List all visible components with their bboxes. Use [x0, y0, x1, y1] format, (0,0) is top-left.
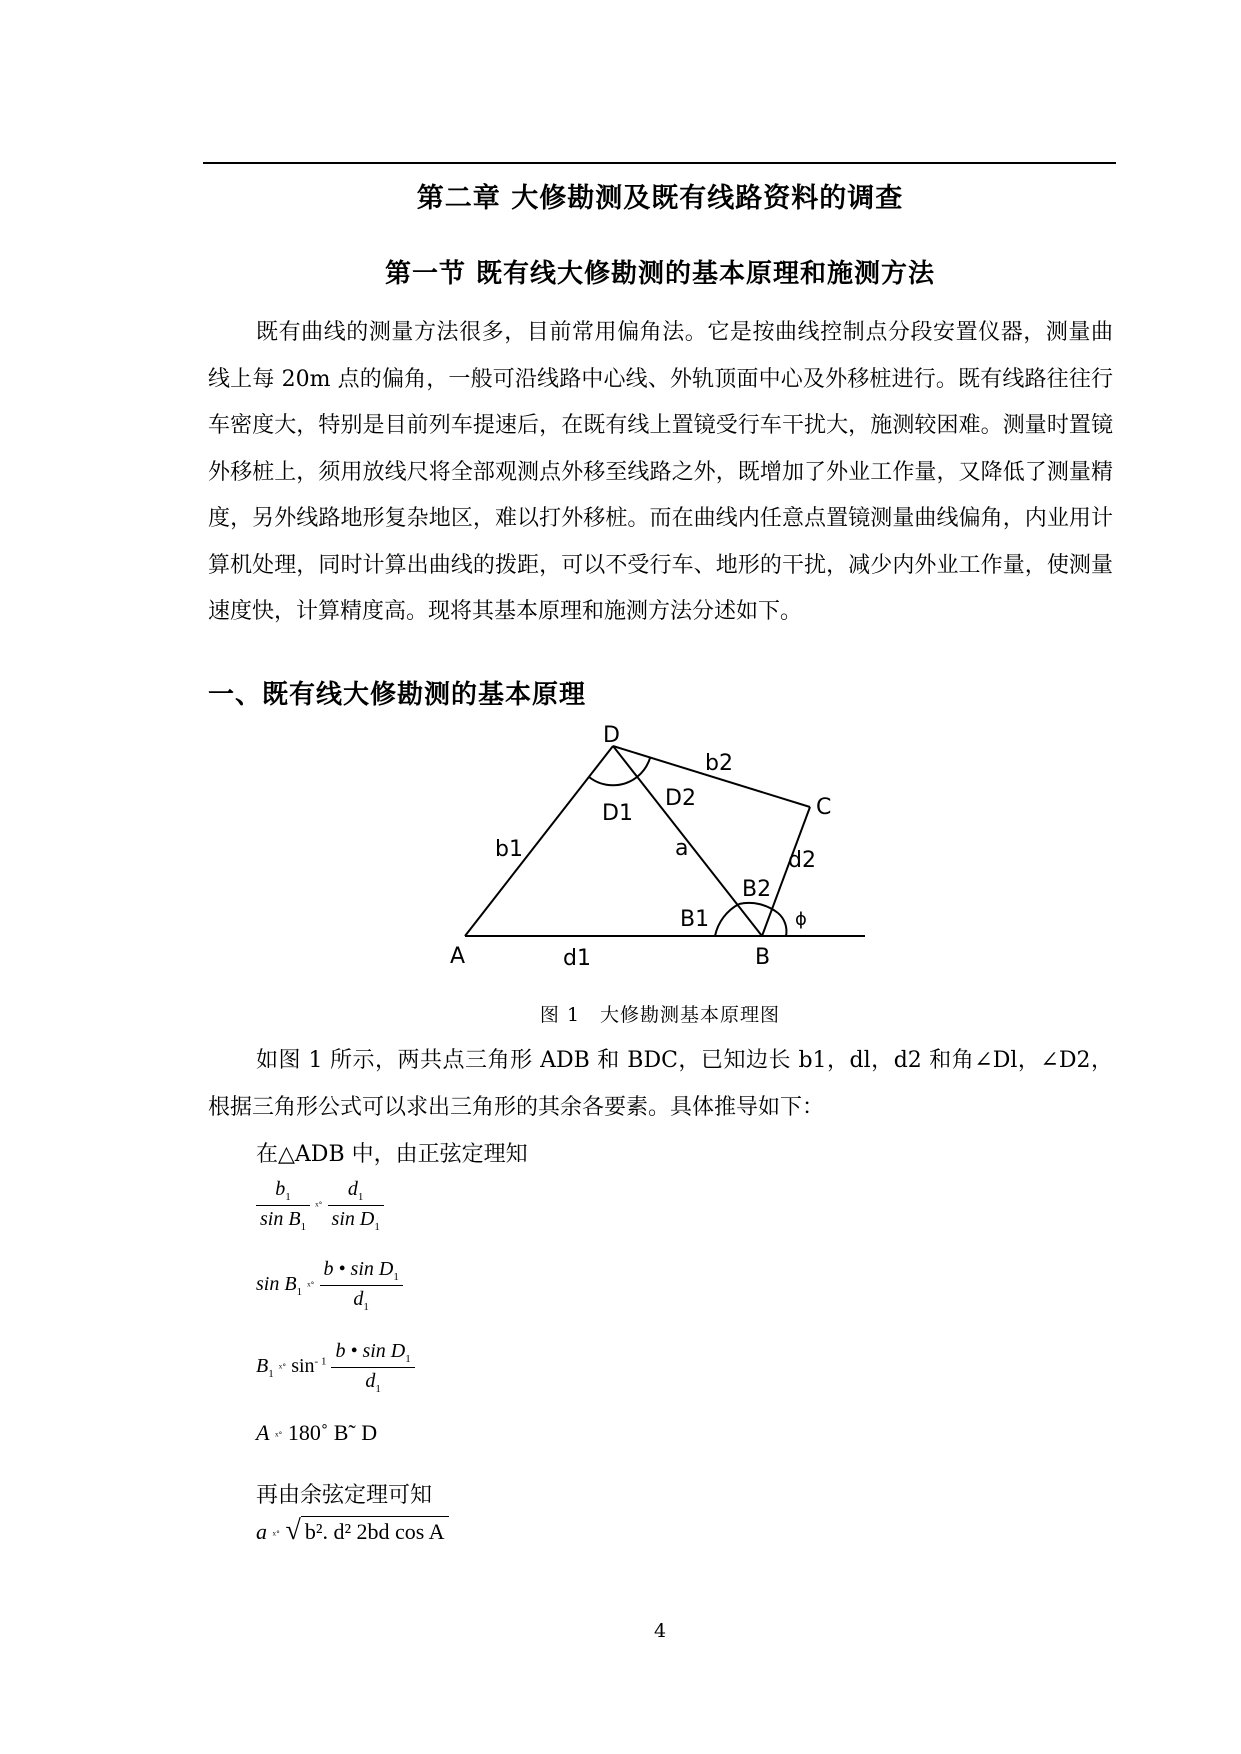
label-phi: ϕ — [795, 909, 807, 930]
label-C: C — [816, 795, 832, 820]
intro-paragraph: 既有曲线的测量方法很多，目前常用偏角法。它是按曲线控制点分段安置仪器，测量曲线上每 20m 点的偏角，一般可沿线路中心线、外轨顶面中心及外移桩进行。既有线路往往行车密度大，特别是目前列车提速后，在既有线上置镜受行车干扰大，施测较困难。测量时置镜外移桩上，须用放线尺将全部观测点外移至线路之外，既增加了外业工作量，又降低了测量精度，另外线路地形复杂地区，难以打外移桩。而在曲线内任意点置镜测量曲线偏角，内业用计算机处理，同时计算出曲线的拨距，可以不受行车、地形的干扰，减少内外业工作量，使测量速度快，计算精度高。现将其基本原理和施测方法分述如下。 — [208, 320, 1113, 624]
eq3-fraction: $\frac{b • \sin D_1}{d_1}$ — [331, 1340, 414, 1395]
side-b1 — [465, 746, 613, 936]
label-D2: D2 — [665, 786, 696, 811]
label-B2: B2 — [742, 877, 772, 902]
label-B: B — [755, 945, 771, 970]
eq3-operator: ˣ˚ — [278, 1361, 287, 1376]
equation-4: A ˣ˚ 180˚ B˜ D — [256, 1420, 378, 1445]
eq1-fraction-right: $\frac{d_1}{\sin D_1}$ — [328, 1178, 384, 1233]
label-B1: B1 — [680, 907, 710, 932]
label-A: A — [450, 944, 466, 969]
section-title: 第一节 既有线大修勘测的基本原理和施测方法 — [384, 259, 936, 289]
angle-arc-phi — [778, 913, 786, 936]
figure-caption: 图 1 大修勘测基本原理图 — [539, 1004, 781, 1026]
label-d1: d1 — [563, 946, 591, 971]
sine-law-intro: 在△ADB 中，由正弦定理知 — [256, 1142, 528, 1167]
angle-arc-D1 — [589, 777, 637, 785]
label-D: D — [603, 723, 620, 748]
angle-arc-D2 — [637, 758, 650, 777]
eq1-fraction-left: $\frac{b_1}{\sin B_1}$ — [256, 1178, 310, 1233]
paragraph-two: 如图 1 所示，两共点三角形 ADB 和 BDC，已知边长 b1，dl，d2 和角∠Dl，∠D2，根据三角形公式可以求出三角形的其余各要素。具体推导如下： — [208, 1048, 1113, 1120]
equation-5: a ˣ˚ √ b². d² 2bd cos A — [256, 1515, 449, 1547]
eq2-fraction: $\frac{b • \sin D_1}{d_1}$ — [320, 1258, 403, 1313]
page-number: 4 — [653, 1620, 667, 1642]
eq1-operator: ˣ˚ — [315, 1199, 323, 1214]
equation-1 — [256, 1178, 384, 1233]
label-b2: b2 — [705, 751, 733, 776]
label-b1: b1 — [495, 837, 523, 862]
heading-basic-principle: 一、既有线大修勘测的基本原理 — [208, 680, 587, 710]
label-d2: d2 — [788, 848, 816, 873]
chapter-title: 第二章 大修勘测及既有线路资料的调查 — [416, 183, 904, 214]
eq2-operator: ˣ˚ — [307, 1279, 315, 1294]
triangle-diagram — [440, 710, 900, 975]
label-a: a — [675, 836, 689, 861]
label-D1: D1 — [602, 801, 633, 826]
equation-2: $\sin B_1$ ˣ˚ $\frac{b • \sin D_1}{d_1}$ — [256, 1258, 403, 1313]
angle-arc-B1 — [715, 904, 739, 936]
cosine-law-intro: 再由余弦定理可知 — [256, 1483, 433, 1508]
equation-3: $B_1$ ˣ˚ $\sin^{- 1}$ $\frac{b • \sin D_1}{d_1}$ — [256, 1340, 415, 1395]
header-rule — [203, 162, 1116, 164]
